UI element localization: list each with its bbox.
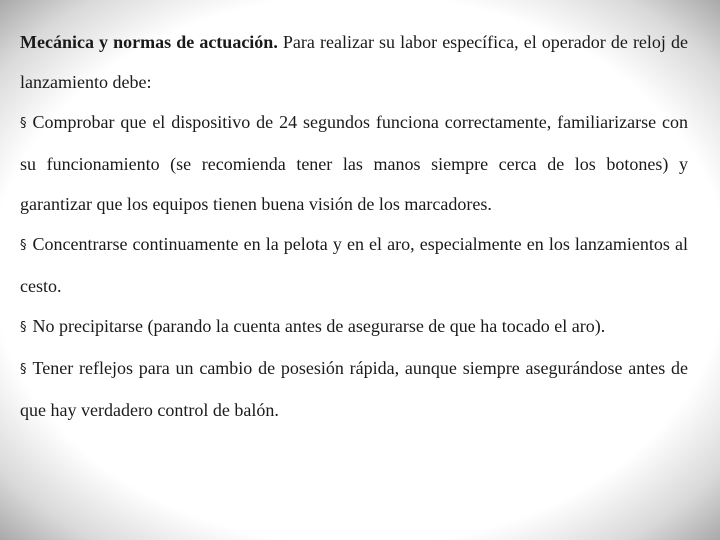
bullet-text: Concentrarse continuamente en la pelota y en el aro, especialmente en los lanzamientos al cesto. xyxy=(20,234,688,296)
bullet-item xyxy=(20,224,688,306)
bullet-text: Comprobar que el dispositivo de 24 segundos funciona correctamente, familiarizarse con su funcionamiento (se recomienda tener las manos siempre cerca de los botones) y garantizar que los equipos tienen buena visión de los marcadores. xyxy=(20,112,688,214)
intro-text: Para realizar su labor específica, el operador de reloj de lanzamiento debe: xyxy=(20,32,689,92)
intro-paragraph xyxy=(20,22,688,102)
bullet-item xyxy=(20,306,688,348)
bullet-item xyxy=(20,102,688,224)
bullet-item xyxy=(20,348,688,430)
bullet-text: Tener reflejos para un cambio de posesión rápida, aunque siempre asegurándose antes de que hay verdadero control de balón. xyxy=(20,358,688,420)
intro-title: Mecánica y normas de actuación. xyxy=(20,32,278,52)
bullet-icon: § xyxy=(20,320,27,335)
bullet-icon: § xyxy=(20,238,27,253)
slide-content xyxy=(20,22,688,430)
bullet-icon: § xyxy=(20,362,27,377)
bullet-icon: § xyxy=(20,116,27,131)
bullet-text: No precipitarse (parando la cuenta antes de asegurarse de que ha tocado el aro). xyxy=(32,316,606,336)
